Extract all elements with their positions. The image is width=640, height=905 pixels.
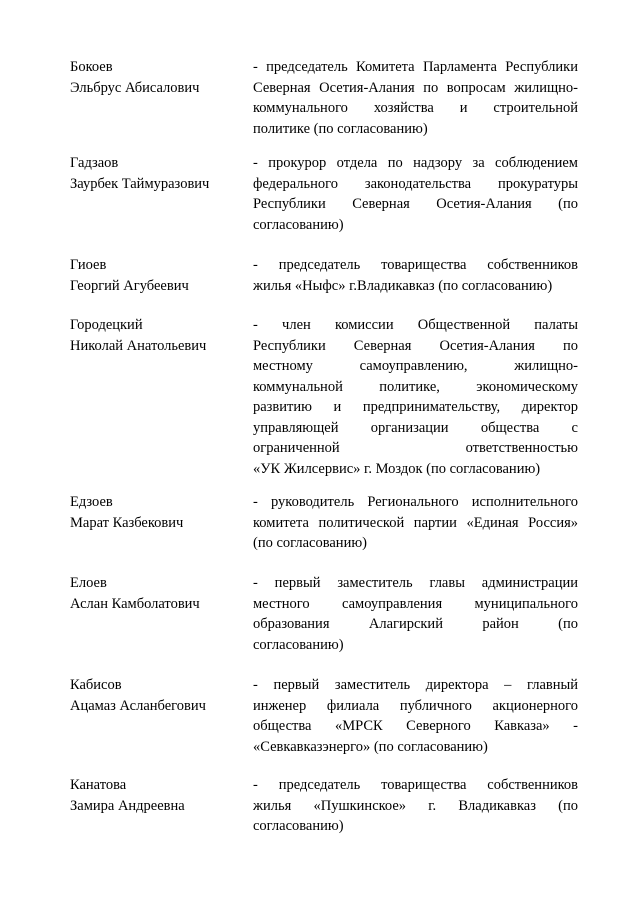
member-description: [253, 492, 578, 554]
member-description: [253, 57, 578, 139]
description-line: образования Алагирский район (по: [253, 616, 578, 632]
description-line: Северная Осетия-Алания по вопросам жилищно-: [253, 79, 578, 96]
description-line: политике (по согласованию): [253, 120, 428, 137]
description-line: ограниченной ответственностью: [253, 440, 578, 456]
member-name: [70, 775, 245, 816]
description-line: согласованию): [253, 636, 344, 653]
description-line: согласованию): [253, 818, 344, 834]
description-line: комитета политической партии «Единая Россия»: [253, 514, 578, 531]
description-line: - первый заместитель директора – главный: [253, 677, 578, 693]
description-line: инженер филиала публичного акционерного: [253, 697, 578, 714]
member-surname: Бокоев: [70, 59, 113, 75]
description-line: жилья «Ныфс» г.Владикавказ (по согласованию): [253, 277, 553, 294]
member-name: [70, 57, 245, 98]
member-given-name: Заурбек Таймуразович: [70, 175, 210, 192]
description-line: - прокурор отдела по надзору за соблюдением: [253, 155, 578, 171]
member-given-name: Ацамаз Асланбегович: [70, 697, 206, 714]
description-line: местного самоуправления муниципального: [253, 595, 578, 612]
member-given-name: Аслан Камболатович: [70, 595, 200, 612]
description-line: - председатель товарищества собственников: [253, 257, 578, 273]
member-name: [70, 255, 245, 296]
member-surname: Кабисов: [70, 677, 122, 693]
description-line: «Севкавказэнерго» (по согласованию): [253, 738, 488, 755]
member-surname: Гадзаов: [70, 155, 119, 171]
description-line: - председатель Комитета Парламента Республики: [253, 59, 578, 75]
member-given-name: Марат Казбекович: [70, 514, 184, 531]
description-line: коммунального хозяйства и строительной: [253, 100, 578, 116]
description-line: управляющей организации общества с: [253, 419, 578, 436]
description-line: развитию и предпринимательству, директор: [253, 399, 578, 415]
member-name: [70, 573, 245, 614]
member-surname: Едзоев: [70, 494, 113, 510]
description-line: - член комиссии Общественной палаты: [253, 317, 578, 333]
member-name: [70, 675, 245, 716]
member-given-name: Замира Андреевна: [70, 797, 185, 814]
member-given-name: Николай Анатольевич: [70, 337, 207, 354]
description-line: - первый заместитель главы администрации: [253, 575, 578, 591]
member-surname: Городецкий: [70, 317, 143, 333]
member-name: [70, 492, 245, 533]
description-line: местному самоуправлению, жилищно-: [253, 358, 578, 374]
member-name: [70, 315, 245, 356]
description-line: - председатель товарищества собственников: [253, 777, 578, 793]
member-given-name: Георгий Агубеевич: [70, 277, 189, 294]
description-line: «УК Жилсервис» г. Моздок (по согласованию): [253, 460, 541, 477]
description-line: коммунальной политике, экономическому: [253, 378, 578, 395]
member-description: [253, 573, 578, 655]
member-description: [253, 675, 578, 757]
member-description: [253, 315, 578, 479]
member-surname: Канатова: [70, 777, 127, 793]
member-description: [253, 775, 578, 837]
description-line: общества «МРСК Северного Кавказа» -: [253, 718, 578, 734]
description-line: Республики Северная Осетия-Алания по: [253, 337, 578, 354]
member-given-name: Эльбрус Абисалович: [70, 79, 200, 96]
member-surname: Гиоев: [70, 257, 107, 273]
description-line: (по согласованию): [253, 535, 367, 551]
description-line: - руководитель Регионального исполнительного: [253, 494, 578, 510]
description-line: согласованию): [253, 216, 344, 233]
description-line: Республики Северная Осетия-Алания (по: [253, 196, 578, 212]
description-line: федерального законодательства прокуратуры: [253, 175, 578, 192]
member-description: [253, 255, 578, 296]
member-surname: Елоев: [70, 575, 107, 591]
member-name: [70, 153, 245, 194]
description-line: жилья «Пушкинское» г. Владикавказ (по: [253, 797, 578, 814]
member-description: [253, 153, 578, 235]
